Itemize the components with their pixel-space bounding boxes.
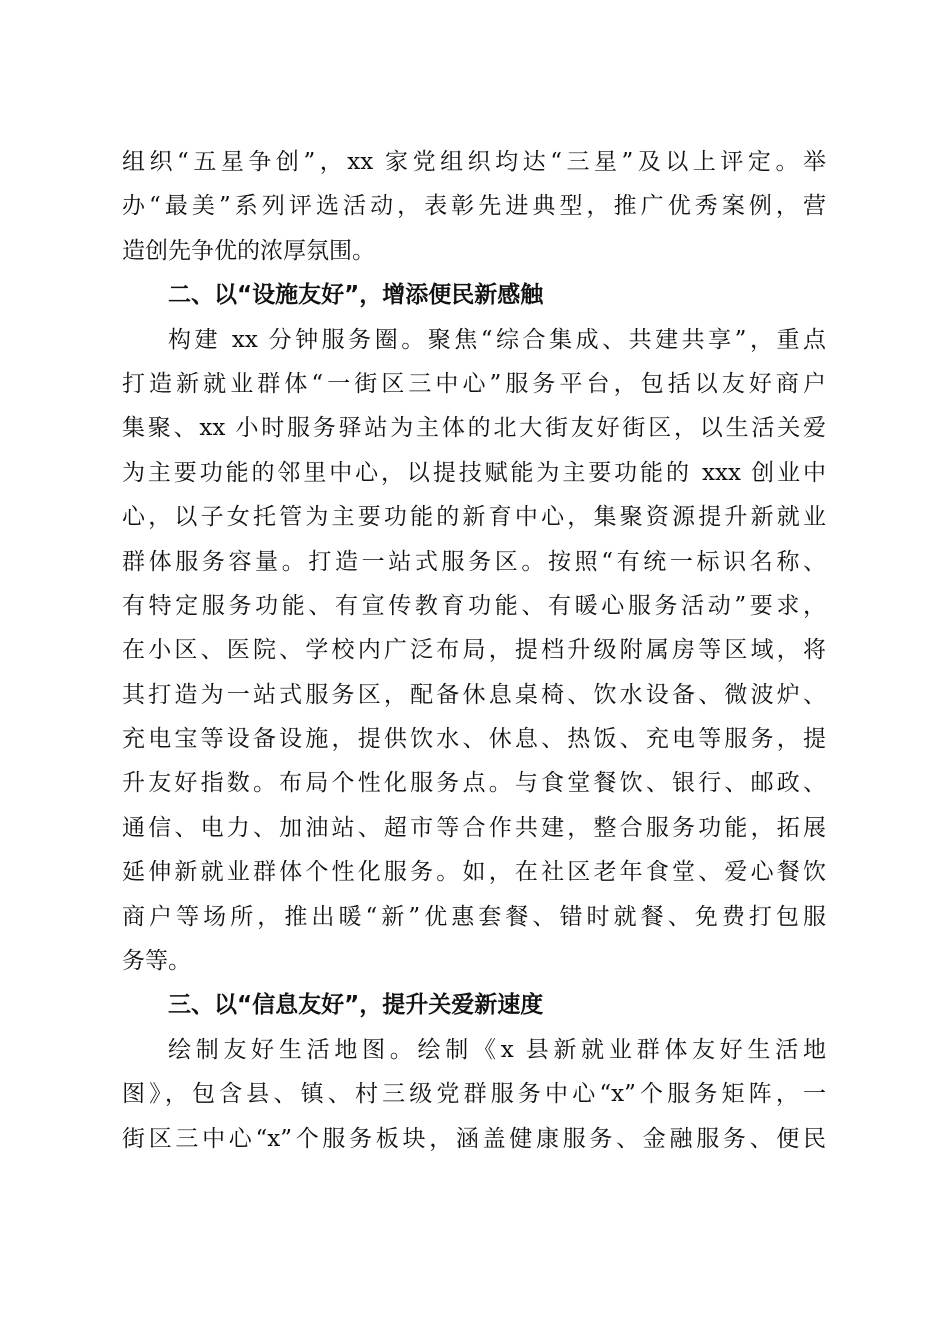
document-body (122, 140, 826, 1161)
section-heading-3: 三、以“信息友好”，提升关爱新速度 (168, 992, 544, 1019)
paragraph-1-line-1: 组织“五星争创”，xx 家党组织均达“三星”及以上评定。举 (122, 149, 826, 175)
section-heading-2: 二、以“设施友好”，增添便民新感触 (168, 282, 544, 309)
paragraph-2-line-2: 打造新就业群体“一街区三中心”服务平台，包括以友好商户 (122, 370, 826, 397)
paragraph-3-line-1: 绘制友好生活地图。绘制《x 县新就业群体友好生活地 (168, 1036, 826, 1063)
paragraph-3-line-2: 图》，包含县、镇、村三级党群服务中心“x”个服务矩阵，一 (122, 1081, 826, 1108)
paragraph-2-line-1: 构建 xx 分钟服务圈。聚焦“综合集成、共建共享”，重点 (168, 326, 826, 353)
paragraph-2-line-3: 集聚、xx 小时服务驿站为主体的北大街友好街区，以生活关爱 (122, 415, 826, 442)
paragraph-2-line-6: 群体服务容量。打造一站式服务区。按照“有统一标识名称、 (122, 548, 826, 575)
paragraph-2-line-7: 有特定服务功能、有宣传教育功能、有暖心服务活动”要求， (122, 592, 826, 619)
paragraph-3-line-3: 街区三中心“x”个服务板块，涵盖健康服务、金融服务、便民 (122, 1125, 826, 1152)
paragraph-2-line-8: 在小区、医院、学校内广泛布局，提档升级附属房等区域，将 (122, 637, 826, 664)
paragraph-2-line-4: 为主要功能的邻里中心，以提技赋能为主要功能的 xxx 创业中 (122, 459, 826, 486)
paragraph-2-line-11: 升友好指数。布局个性化服务点。与食堂餐饮、银行、邮政、 (122, 770, 826, 797)
paragraph-1-line-2: 办“最美”系列评选活动，表彰先进典型，推广优秀案例，营 (122, 193, 826, 220)
paragraph-2-line-10: 充电宝等设备设施，提供饮水、休息、热饭、充电等服务，提 (122, 726, 826, 753)
paragraph-2-line-15: 务等。 (122, 948, 191, 975)
paragraph-2-line-13: 延伸新就业群体个性化服务。如，在社区老年食堂、爱心餐饮 (122, 859, 826, 886)
paragraph-2-line-12: 通信、电力、加油站、超市等合作共建，整合服务功能，拓展 (122, 814, 826, 841)
paragraph-2-line-5: 心，以子女托管为主要功能的新育中心，集聚资源提升新就业 (122, 504, 826, 531)
paragraph-2-line-14: 商户等场所，推出暖“新”优惠套餐、错时就餐、免费打包服 (122, 903, 826, 930)
paragraph-1-line-3: 造创先争优的浓厚氛围。 (122, 237, 375, 264)
paragraph-2-line-9: 其打造为一站式服务区，配备休息桌椅、饮水设备、微波炉、 (122, 681, 826, 708)
